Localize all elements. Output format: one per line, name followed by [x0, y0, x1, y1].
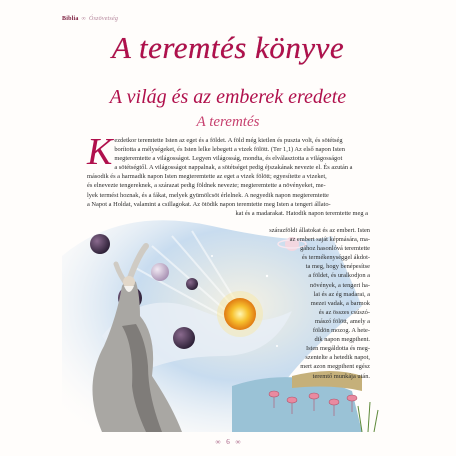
page-footer [0, 438, 456, 446]
text-line: megteremtette a világosságot. Legyen világosság, mondta, és elválasztotta a világosságot [114, 155, 343, 163]
text-line: és az összes csúszó- [318, 308, 370, 316]
dark-planet-1 [90, 234, 110, 254]
dark-planet-4 [186, 278, 198, 290]
text-line: borította a mélységeket, és Isten lelke lebegett a vizek fölött. (Ter 1,1) Az első napon Isten [114, 146, 345, 154]
header-separator: ∞ [81, 16, 87, 22]
text-line: a sötétségtől. A világosságot nappalnak, a sötétséget pedig éjszakának nevezte el. És azután a [114, 164, 353, 172]
text-line: és termékenységgel ákdot- [301, 254, 370, 262]
drop-cap: K [87, 131, 113, 173]
text-line: teremtő munkája után. [312, 372, 370, 380]
text-line: földön mozog. A hete- [312, 327, 370, 335]
running-head [62, 16, 118, 22]
text-line: a földet, és uralkodjon a [308, 272, 370, 280]
footer-ornament-right: ∞ [235, 438, 241, 446]
text-line: és elnevezte tengereknek, a szárazat pedig földnek nevezte; megteremtette a növényeket, me- [87, 182, 326, 190]
text-line: mezei vadak, a barmok [310, 299, 370, 307]
text-line: gához hasonlóvá teremtette [300, 245, 370, 253]
wrapped-text [230, 226, 370, 381]
page-title: A teremtés könyve [111, 30, 345, 65]
text-line: ta meg, hogy benépesítse [305, 263, 370, 271]
text-line: mert azon megpihent egész [300, 363, 370, 371]
section-name: Ószövetség [89, 16, 119, 22]
section-heading: A teremtés [196, 114, 260, 130]
text-line: lai és az ég madarai, a [313, 290, 370, 298]
page-number: 6 [226, 438, 230, 446]
text-line: kat és a madarakat. Hatodik napon teremtette meg a [235, 209, 368, 217]
page-subtitle: A világ és az emberek eredete [109, 86, 347, 108]
footer-ornament-left: ∞ [215, 438, 221, 446]
body-text [87, 131, 368, 218]
reeds [358, 402, 378, 432]
text-line: második és a harmadik napon Isten megteremtette az eget a vizek fölött; egyesítette a vizeket, [87, 173, 327, 181]
text-line: lyek termést hoznak, és a fákat, melyek gyümölcsöt érlelnek. A negyedik napon megteremtette [87, 191, 329, 199]
text-line: dik napon megpihent. [314, 336, 370, 344]
text-line: Isten megáldotta és meg- [305, 345, 370, 353]
text-line: az embert saját képmására, ma- [289, 236, 370, 244]
text-line: szentelte a hetedik napot, [305, 354, 370, 362]
text-line: a Napot a Holdat, valamint a csillagokat. Az ötödik napon teremtette meg Isten a tengeri állato- [87, 200, 331, 208]
text-line: mászó fölött, amely a [314, 317, 370, 325]
text-line: szárazföldi állatokat és az embert. Isten [269, 227, 370, 234]
text-line: növények, a tengeri ha- [310, 281, 370, 289]
moon [151, 263, 169, 281]
book-name: Biblia [62, 16, 79, 22]
text-line: ezdetkor teremtette Isten az eget és a földet. A föld még kietlen és puszta volt, és sötétség [114, 137, 343, 144]
dark-planet-3 [173, 327, 195, 349]
